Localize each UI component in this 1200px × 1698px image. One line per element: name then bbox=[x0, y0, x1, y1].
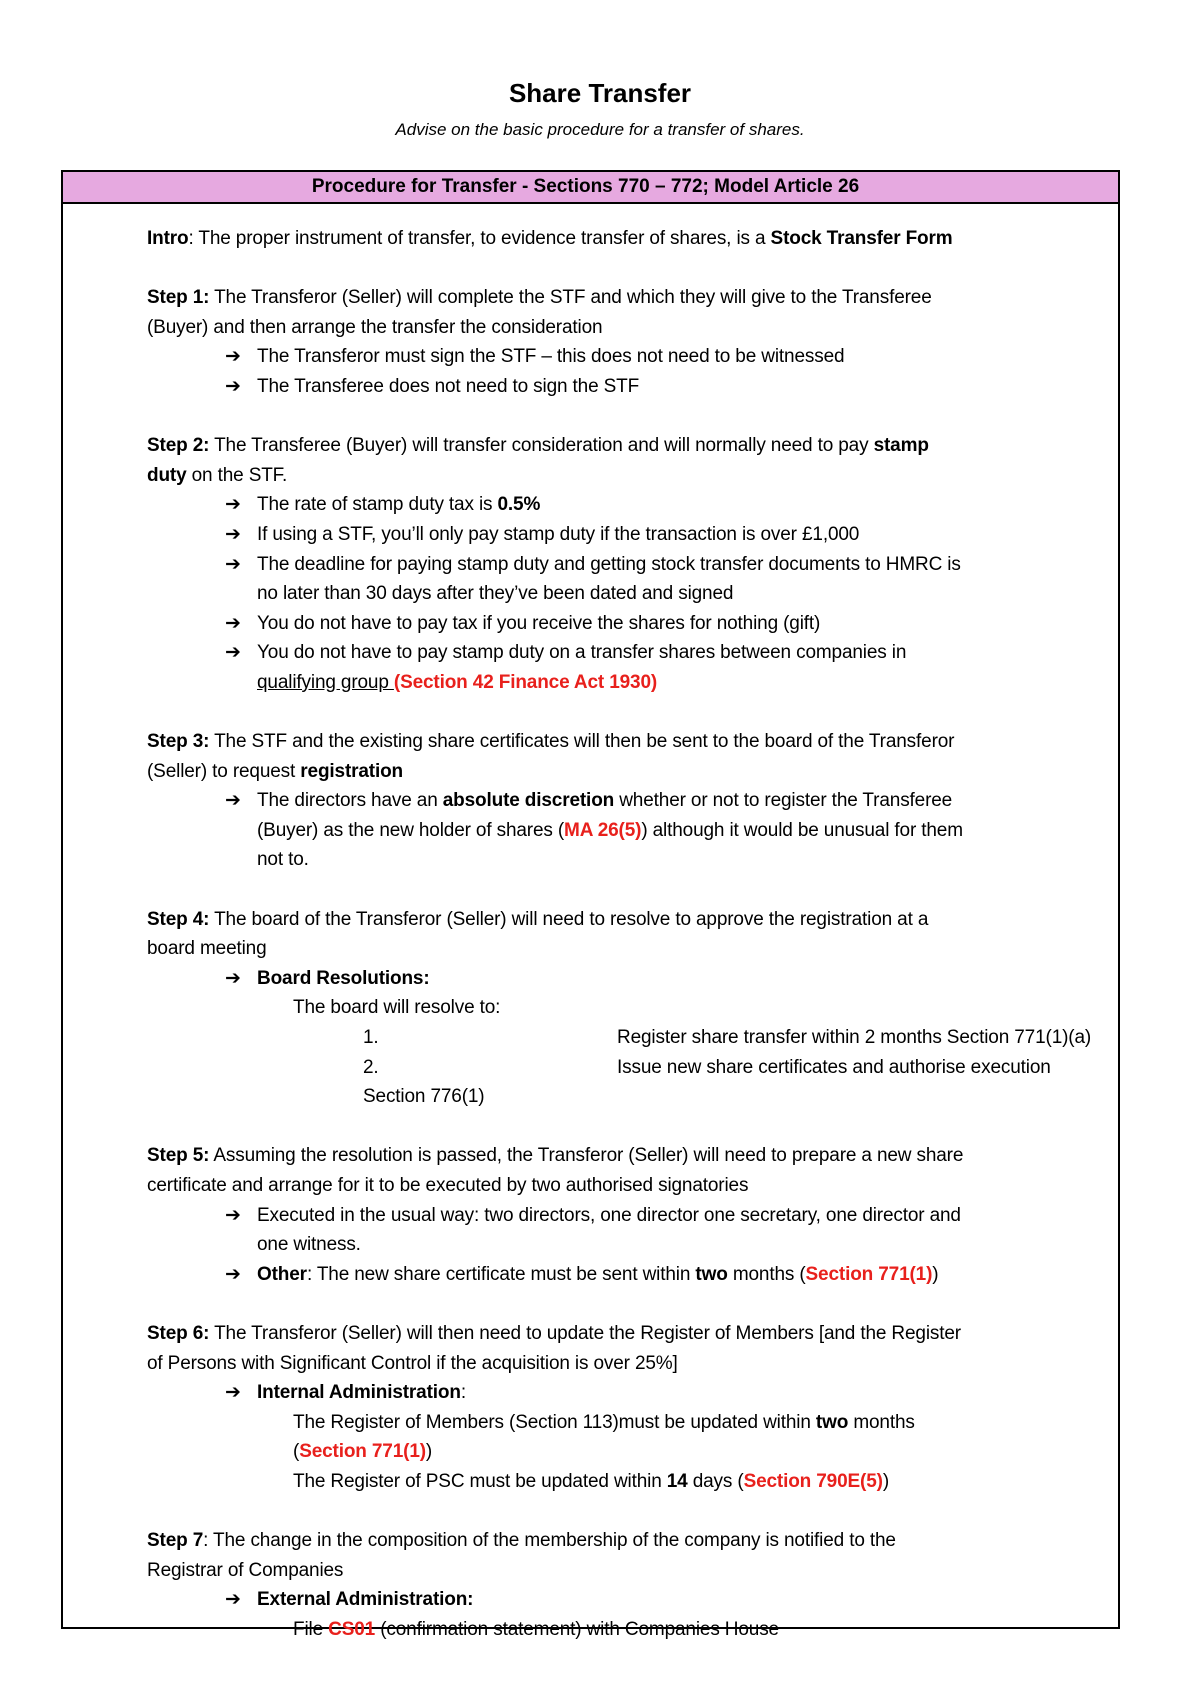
step2-bullet-3-cont: no later than 30 days after they’ve been dated and signed bbox=[257, 583, 734, 605]
step7-line2: Registrar of Companies bbox=[147, 1559, 344, 1581]
step4-label: Step 4: bbox=[147, 908, 210, 930]
step6-r2-bold: 14 bbox=[666, 1470, 688, 1492]
arrow-icon: ➔ bbox=[225, 642, 241, 664]
step3-b1-post: whether or not to register the Transferee bbox=[614, 790, 953, 812]
step3-b1-ref: MA 26(5) bbox=[564, 819, 642, 841]
step3-label: Step 3: bbox=[147, 731, 210, 753]
step6-r2-close: ) bbox=[882, 1470, 889, 1492]
list-text: Issue new share certificates and authorise execution Section 776(1) bbox=[363, 1056, 1051, 1108]
step4-bullet-1 bbox=[147, 964, 1107, 994]
step2-b5-ref: (Section 42 Finance Act 1930) bbox=[393, 671, 658, 693]
step2-bullet-4 bbox=[147, 609, 1107, 639]
step5-bullet-1 bbox=[147, 1201, 1107, 1231]
arrow-icon: ➔ bbox=[225, 523, 241, 545]
step2-bullet-5 bbox=[147, 638, 1107, 668]
step6-r1-bold: two bbox=[815, 1411, 849, 1433]
list-number: 2. bbox=[363, 1056, 379, 1078]
step2-text2: on the STF. bbox=[186, 464, 288, 486]
intro-bold: Stock Transfer Form bbox=[770, 228, 953, 249]
step2-b2-text: If using a STF, you’ll only pay stamp duty if the transaction is over £1,000 bbox=[257, 523, 860, 545]
arrow-icon: ➔ bbox=[225, 1589, 241, 1611]
step6-register-members bbox=[147, 1408, 1107, 1438]
step1-text: The Transferor (Seller) will complete the STF and which they will give to the Transferee bbox=[209, 287, 932, 309]
step1-bullet-text: The Transferee does not need to sign the STF bbox=[257, 375, 640, 397]
step6-r1-pre: The Register of Members (Section 113)must be updated within bbox=[293, 1411, 816, 1433]
step6-r2-mid: days ( bbox=[687, 1470, 744, 1492]
step5-line2: certificate and arrange for it to be executed by two authorised signatories bbox=[147, 1175, 749, 1196]
step6-label: Step 6: bbox=[147, 1322, 210, 1344]
paren-open: ( bbox=[293, 1441, 300, 1463]
step4-resolve-text: The board will resolve to: bbox=[293, 997, 501, 1019]
arrow-icon: ➔ bbox=[225, 1204, 241, 1226]
list-text: Register share transfer within 2 months Section 771(1)(a) bbox=[617, 1027, 1092, 1049]
step2-line1 bbox=[147, 431, 1107, 461]
intro-label: Intro bbox=[147, 228, 189, 249]
step7-line1 bbox=[147, 1526, 1107, 1556]
step3-b1-l2-pre: (Buyer) as the new holder of shares ( bbox=[257, 819, 565, 841]
step3-b1-l2-post: ) although it would be unusual for them bbox=[641, 819, 963, 841]
step6-text: The Transferor (Seller) will then need to update the Register of Members [and the Register bbox=[209, 1322, 961, 1344]
step3-bullet-1 bbox=[147, 786, 1107, 816]
step5-b2-bold: Other bbox=[257, 1263, 307, 1285]
step3-bold: registration bbox=[300, 760, 404, 782]
step2-b5-line1: You do not have to pay stamp duty on a transfer shares between companies in bbox=[257, 642, 907, 664]
step1-bullet-1 bbox=[147, 342, 1107, 372]
step6-r2-ref: Section 790E(5) bbox=[743, 1470, 883, 1492]
arrow-icon: ➔ bbox=[225, 375, 241, 397]
step1-bullet-2 bbox=[147, 372, 1107, 402]
step2-bold2: duty bbox=[147, 464, 187, 486]
step5-b2-end: ) bbox=[932, 1263, 939, 1285]
arrow-icon: ➔ bbox=[225, 494, 241, 516]
step7-bullet-1 bbox=[147, 1585, 1107, 1615]
step7-file bbox=[147, 1615, 1107, 1645]
step5-b2-text2: months ( bbox=[727, 1263, 806, 1285]
arrow-icon: ➔ bbox=[225, 790, 241, 812]
step2-bullet-2 bbox=[147, 520, 1107, 550]
arrow-icon: ➔ bbox=[225, 612, 241, 634]
step5-b2-bold2: two bbox=[695, 1263, 728, 1285]
step1-line1 bbox=[147, 283, 1107, 313]
arrow-icon: ➔ bbox=[225, 967, 241, 989]
step2-label: Step 2: bbox=[147, 435, 210, 457]
step6-r2-pre: The Register of PSC must be updated within bbox=[293, 1470, 667, 1492]
step6-register-psc bbox=[147, 1467, 1107, 1497]
step2-bold1: stamp bbox=[873, 435, 929, 457]
arrow-icon: ➔ bbox=[225, 1263, 241, 1285]
procedure-header: Procedure for Transfer - Sections 770 – 772; Model Article 26 bbox=[63, 172, 1118, 204]
step7-bullet-bold: External Administration: bbox=[257, 1589, 474, 1611]
step3-b1-bold: absolute discretion bbox=[442, 790, 615, 812]
procedure-box bbox=[61, 170, 1120, 1640]
step6-line1 bbox=[147, 1319, 1107, 1349]
step6-register-members-ref bbox=[147, 1437, 1107, 1467]
step5-b2-ref: Section 771(1) bbox=[805, 1263, 933, 1285]
step1-line2: (Buyer) and then arrange the transfer the consideration bbox=[147, 316, 603, 338]
step5-line1 bbox=[147, 1141, 1107, 1171]
step5-bullet-2 bbox=[147, 1260, 1107, 1290]
step3-b1-pre: The directors have an bbox=[257, 790, 443, 812]
step2-bullet-3 bbox=[147, 550, 1107, 580]
intro-text: : The proper instrument of transfer, to evidence transfer of shares, is a bbox=[188, 228, 771, 249]
step1-label: Step 1: bbox=[147, 287, 210, 309]
step1-bullet-text: The Transferor must sign the STF – this does not need to be witnessed bbox=[257, 346, 845, 368]
step4-text: The board of the Transferor (Seller) will need to resolve to approve the registration at a bbox=[209, 908, 929, 930]
step2-b4-text: You do not have to pay tax if you receive the shares for nothing (gift) bbox=[257, 612, 821, 634]
step5-text: Assuming the resolution is passed, the Transferor (Seller) will need to prepare a new share bbox=[209, 1145, 964, 1167]
step2-line2 bbox=[147, 461, 1107, 491]
page-title: Share Transfer bbox=[508, 78, 692, 108]
step3-line2 bbox=[147, 757, 1107, 787]
page-subtitle: Advise on the basic procedure for a transfer of shares. bbox=[395, 120, 805, 139]
step7-file-post: (confirmation statement) with Companies House bbox=[375, 1618, 779, 1640]
step7-label: Step 7 bbox=[147, 1530, 204, 1552]
step4-line2: board meeting bbox=[147, 938, 267, 960]
step7-file-pre: File bbox=[293, 1618, 329, 1640]
step2-bullet-5-cont bbox=[147, 668, 1107, 698]
step3-text2: (Seller) to request bbox=[147, 760, 301, 782]
step6-line2: of Persons with Significant Control if the acquisition is over 25%] bbox=[147, 1352, 678, 1374]
procedure-content bbox=[147, 224, 1107, 1645]
step6-bullet-1 bbox=[147, 1378, 1107, 1408]
arrow-icon: ➔ bbox=[225, 1382, 241, 1404]
arrow-icon: ➔ bbox=[225, 553, 241, 575]
step5-label: Step 5: bbox=[147, 1145, 210, 1167]
list-number: 1. bbox=[363, 1027, 379, 1049]
step4-numbered-2 bbox=[147, 1053, 1107, 1112]
intro-paragraph bbox=[147, 224, 1107, 254]
step2-bullet-1 bbox=[147, 490, 1107, 520]
step3-bullet-1-cont2: not to. bbox=[257, 849, 309, 871]
step6-bullet-bold: Internal Administration bbox=[257, 1382, 461, 1404]
step6-r1-ref: Section 771(1) bbox=[299, 1441, 426, 1463]
step3-bullet-1-cont bbox=[147, 816, 1107, 846]
step7-file-ref: CS01 bbox=[328, 1618, 376, 1640]
arrow-icon: ➔ bbox=[225, 346, 241, 368]
step2-b1-text: The rate of stamp duty tax is bbox=[257, 494, 498, 516]
step2-text: The Transferee (Buyer) will transfer consideration and will normally need to pay bbox=[209, 435, 874, 457]
step4-numbered-1 bbox=[147, 1023, 1107, 1053]
paren-close: ) bbox=[425, 1441, 433, 1463]
step6-bullet-colon: : bbox=[460, 1382, 466, 1404]
step2-b3-line1: The deadline for paying stamp duty and getting stock transfer documents to HMRC is bbox=[257, 553, 961, 575]
step5-b1-line1: Executed in the usual way: two directors, one director one secretary, one director and bbox=[257, 1204, 961, 1226]
step4-bullet-bold: Board Resolutions: bbox=[257, 967, 430, 989]
step4-line1 bbox=[147, 905, 1107, 935]
step3-text: The STF and the existing share certificates will then be sent to the board of the Transferor bbox=[209, 731, 955, 753]
step5-bullet-1-cont: one witness. bbox=[257, 1234, 361, 1256]
step5-b2-text: : The new share certificate must be sent within bbox=[306, 1263, 696, 1285]
step2-b5-underline: qualifying group bbox=[257, 671, 394, 693]
step3-line1 bbox=[147, 727, 1107, 757]
step7-text: : The change in the composition of the membership of the company is notified to the bbox=[203, 1530, 896, 1552]
step6-r1-post: months bbox=[848, 1411, 915, 1433]
step2-b1-bold: 0.5% bbox=[497, 494, 541, 516]
